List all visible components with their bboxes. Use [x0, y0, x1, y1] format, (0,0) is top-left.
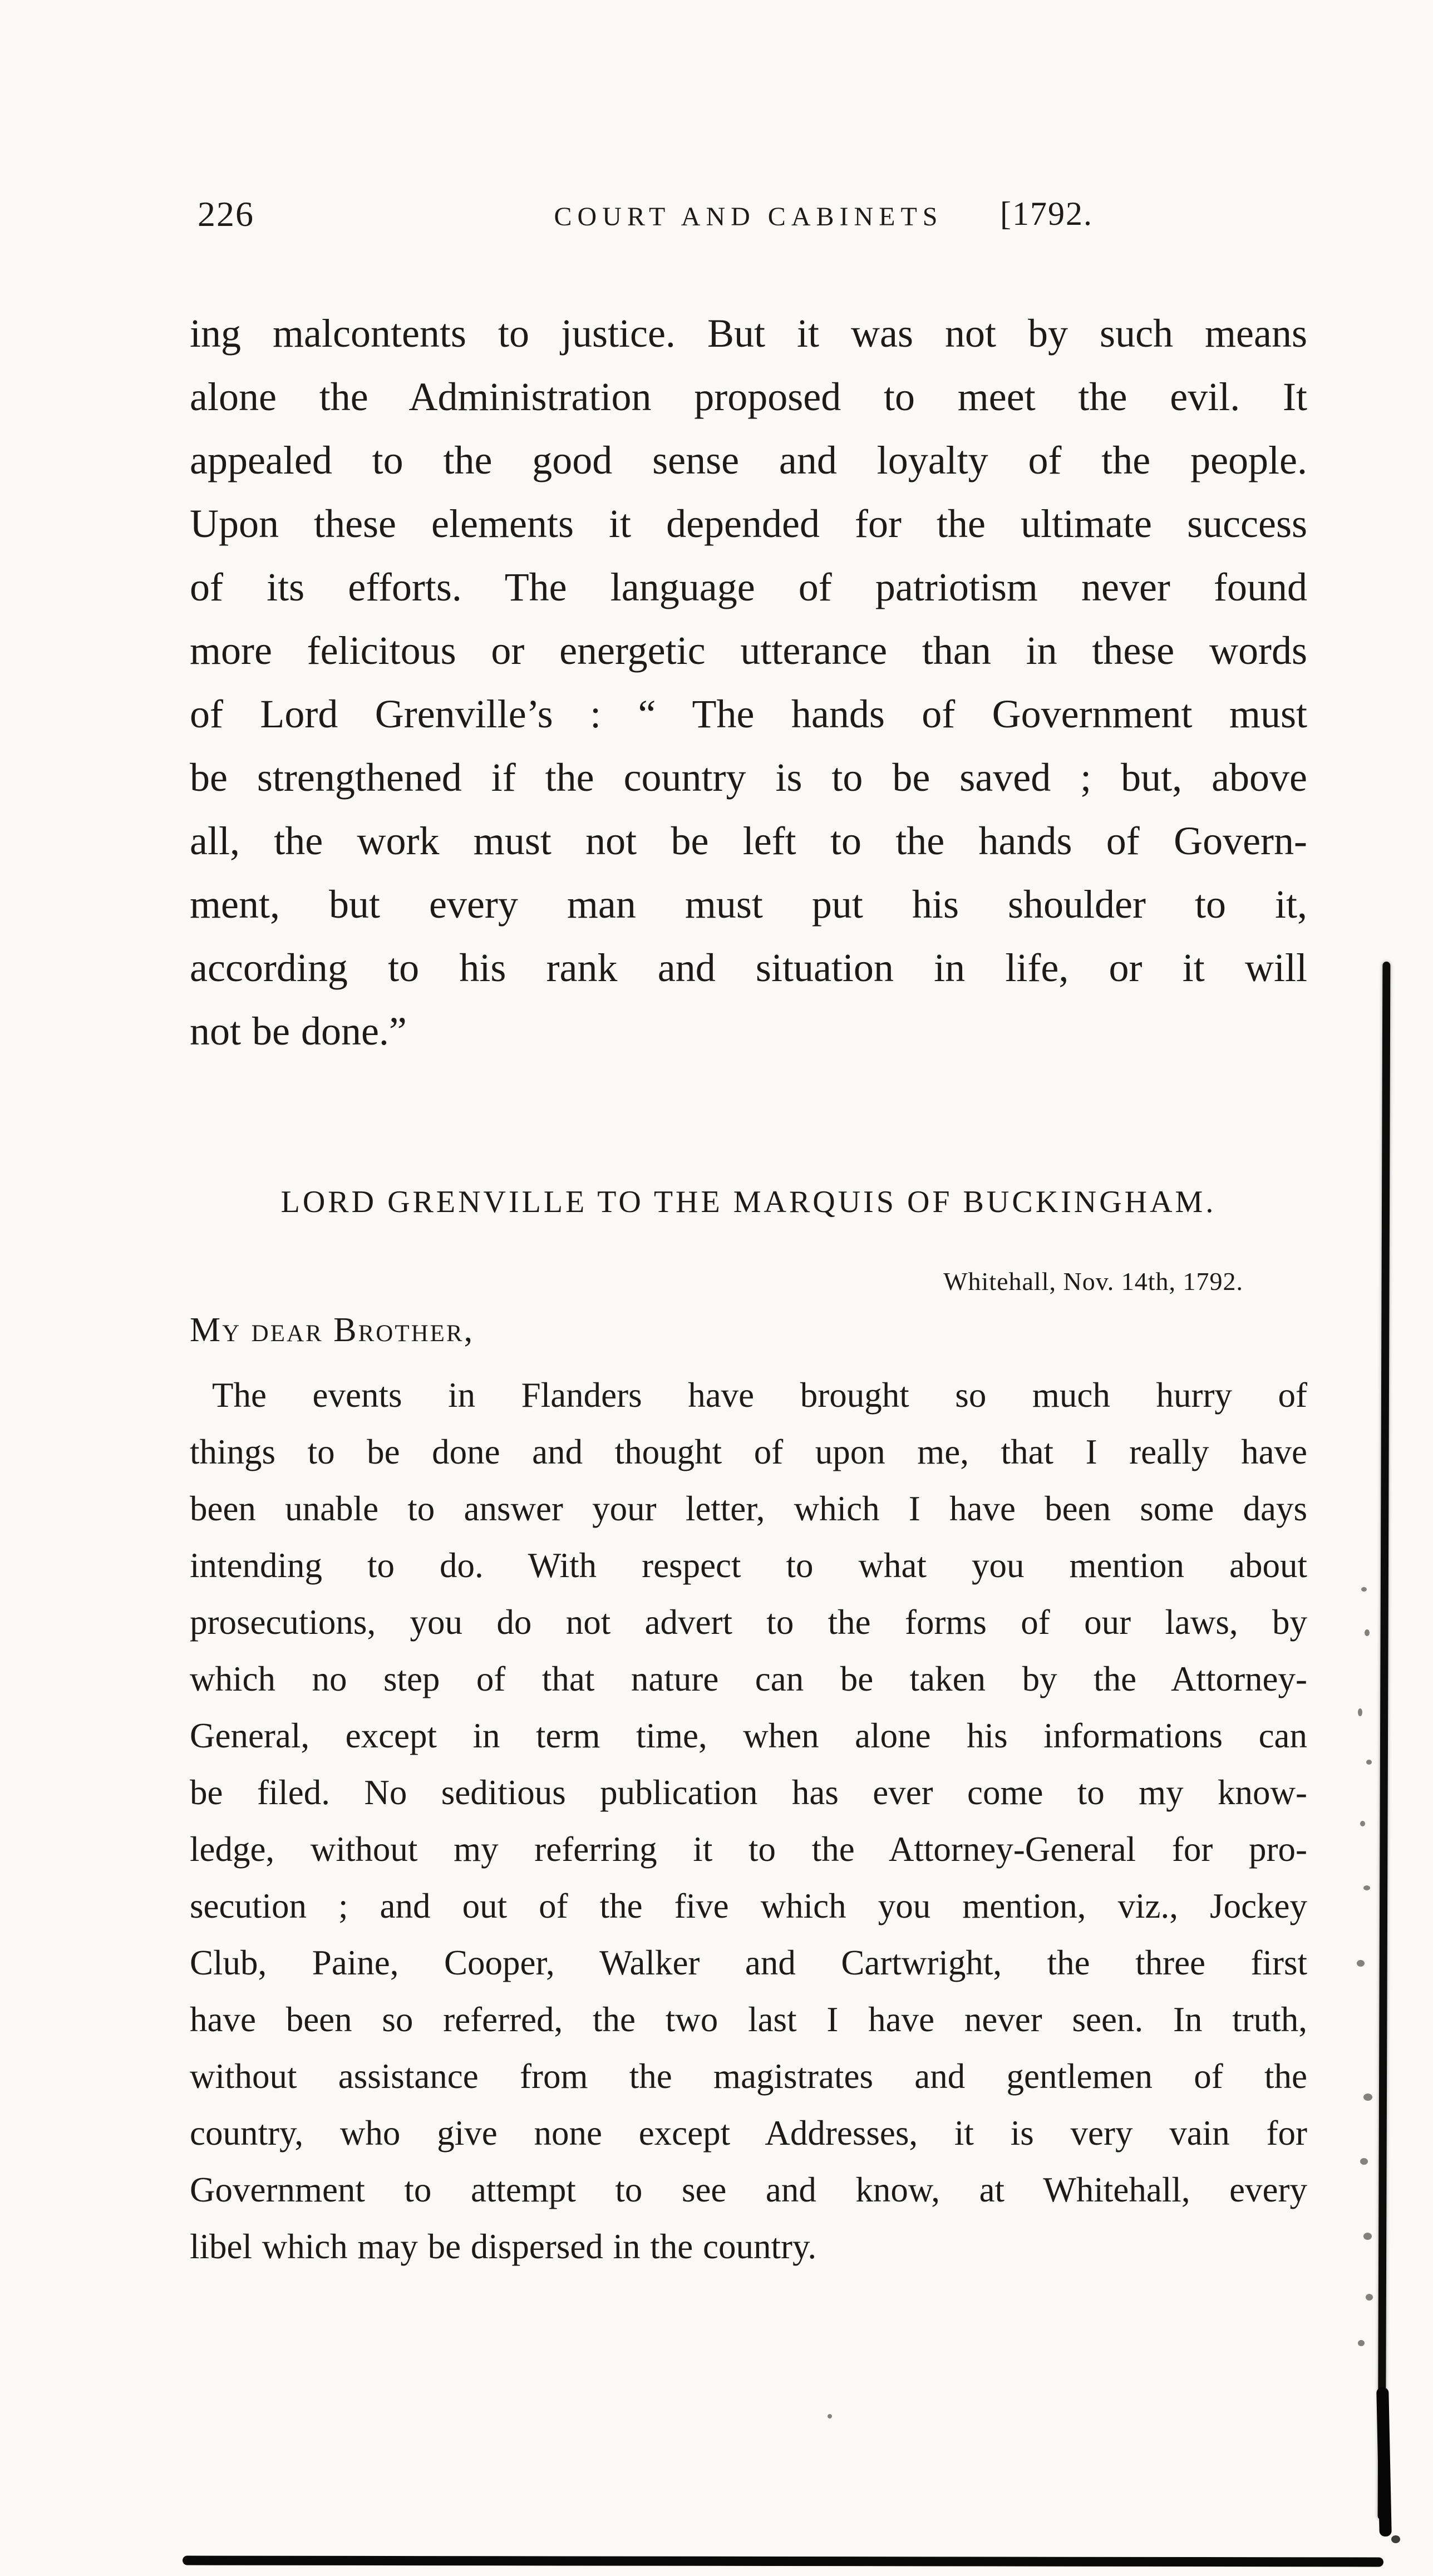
text-line: of Lord Grenville’s : “ The hands of Government must: [190, 692, 1307, 736]
letter-heading: LORD GRENVILLE TO THE MARQUIS OF BUCKINGHAM.: [280, 1185, 1217, 1219]
ink-speck: [1360, 1821, 1365, 1826]
text-line: of its efforts. The language of patriotism never found: [190, 565, 1307, 609]
text-line: appealed to the good sense and loyalty of the people.: [190, 438, 1307, 482]
header-year: [1792.: [1000, 195, 1093, 232]
ink-speck: [1358, 1708, 1362, 1716]
ink-speck: [1391, 2535, 1400, 2543]
ink-speck: [828, 2414, 832, 2419]
letter-body: [190, 1367, 1307, 2275]
text-line: ledge, without my referring it to the Attorney-General for pro-: [190, 1830, 1307, 1869]
text-line: things to be done and thought of upon me, that I really have: [190, 1432, 1307, 1471]
binding-shadow-thick: [1376, 2387, 1392, 2536]
binding-shadow: [1378, 962, 1391, 2520]
text-line: be strengthened if the country is to be saved ; but, above: [190, 755, 1307, 800]
text-line: ment, but every man must put his shoulder to it,: [190, 882, 1307, 927]
ink-speck: [1366, 2294, 1373, 2301]
text-line: The events in Flanders have brought so much hurry of: [212, 1376, 1307, 1415]
ink-speck: [1366, 1760, 1372, 1765]
text-line: been unable to answer your letter, which I have been some days: [190, 1489, 1307, 1528]
text-line: without assistance from the magistrates and gentlemen of the: [190, 2057, 1307, 2096]
text-line: have been so referred, the two last I have never seen. In truth,: [190, 2000, 1307, 2039]
body-paragraph: [190, 302, 1307, 1063]
text-line: more felicitous or energetic utterance than in these words: [190, 628, 1307, 673]
text-line: General, except in term time, when alone his informations can: [190, 1716, 1307, 1755]
text-line: all, the work must not be left to the hands of Govern-: [190, 819, 1307, 863]
ink-speck: [1360, 2158, 1368, 2165]
text-line: be filed. No seditious publication has ever come to my know-: [190, 1773, 1307, 1812]
ink-speck: [1363, 2233, 1372, 2240]
ink-speck: [1363, 1885, 1370, 1890]
text-line: alone the Administration proposed to meet the evil. It: [190, 375, 1307, 419]
text-line: secution ; and out of the five which you mention, viz., Jockey: [190, 1887, 1307, 1925]
running-title: COURT AND CABINETS: [554, 202, 943, 232]
text-line: ing malcontents to justice. But it was not by such means: [190, 311, 1307, 356]
running-header: [190, 194, 1307, 240]
text-line: libel which may be dispersed in the country.: [190, 2227, 817, 2266]
text-line: intending to do. With respect to what you mention about: [190, 1546, 1307, 1585]
ink-speck: [1365, 1629, 1370, 1636]
page-number: 226: [198, 194, 254, 234]
text-line: Upon these elements it depended for the ultimate success: [190, 501, 1307, 546]
ink-speck: [1363, 2094, 1372, 2101]
page-content: [190, 0, 1307, 2275]
bottom-scan-streak: [183, 2555, 1383, 2567]
text-line: country, who give none except Addresses, it is very vain for: [190, 2114, 1307, 2153]
text-line: not be done.”: [190, 1009, 407, 1053]
text-line: which no step of that nature can be taken by the Attorney-: [190, 1659, 1307, 1698]
text-line: Club, Paine, Cooper, Walker and Cartwright, the three first: [190, 1943, 1307, 1982]
letter-salutation: My dear Brother,: [190, 1311, 475, 1349]
text-line: Government to attempt to see and know, at Whitehall, every: [190, 2170, 1307, 2209]
ink-speck: [1361, 1587, 1367, 1592]
text-line: according to his rank and situation in life, or it will: [190, 945, 1307, 990]
ink-speck: [1357, 1960, 1365, 1967]
text-line: prosecutions, you do not advert to the forms of our laws, by: [190, 1603, 1307, 1642]
letter-dateline: Whitehall, Nov. 14th, 1792.: [943, 1267, 1243, 1296]
ink-speck: [1358, 2340, 1365, 2346]
